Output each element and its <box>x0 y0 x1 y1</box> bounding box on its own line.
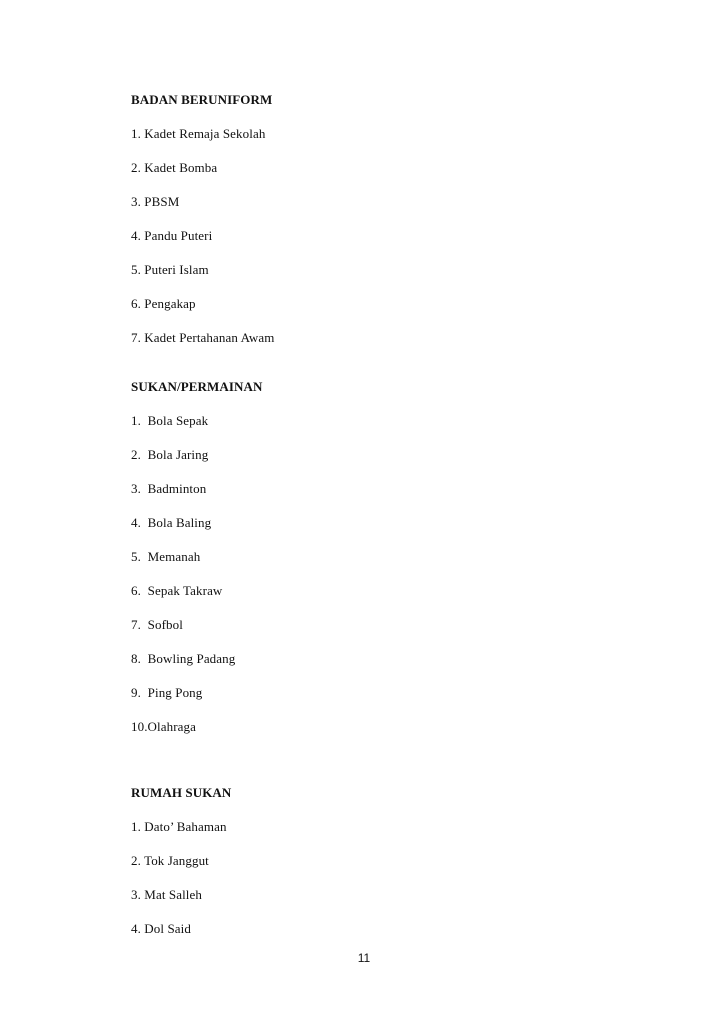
section-heading-rumah-sukan: RUMAH SUKAN <box>131 785 232 800</box>
list-item: 1. Dato’ Bahaman <box>131 819 227 834</box>
list-item: 3. PBSM <box>131 194 180 209</box>
list-item: 1. Bola Sepak <box>131 413 209 428</box>
section-heading-badan-beruniform: BADAN BERUNIFORM <box>131 92 273 107</box>
page-number: 11 <box>357 951 371 965</box>
list-item: 5. Puteri Islam <box>131 262 209 277</box>
list-item: 1. Kadet Remaja Sekolah <box>131 126 266 141</box>
list-item: 2. Bola Jaring <box>131 447 209 462</box>
list-item: 9. Ping Pong <box>131 685 203 700</box>
list-item: 8. Bowling Padang <box>131 651 236 666</box>
list-item: 7. Kadet Pertahanan Awam <box>131 330 275 345</box>
list-item: 4. Bola Baling <box>131 515 212 530</box>
list-item: 2. Kadet Bomba <box>131 160 218 175</box>
list-item: 2. Tok Janggut <box>131 853 209 868</box>
list-item: 7. Sofbol <box>131 617 183 632</box>
list-item: 3. Badminton <box>131 481 207 496</box>
list-item: 10.Olahraga <box>131 719 196 734</box>
list-item: 6. Pengakap <box>131 296 196 311</box>
list-item: 4. Dol Said <box>131 921 191 936</box>
list-item: 3. Mat Salleh <box>131 887 202 902</box>
list-item: 4. Pandu Puteri <box>131 228 213 243</box>
section-heading-sukan-permainan: SUKAN/PERMAINAN <box>131 379 263 394</box>
list-item: 5. Memanah <box>131 549 201 564</box>
list-item: 6. Sepak Takraw <box>131 583 223 598</box>
